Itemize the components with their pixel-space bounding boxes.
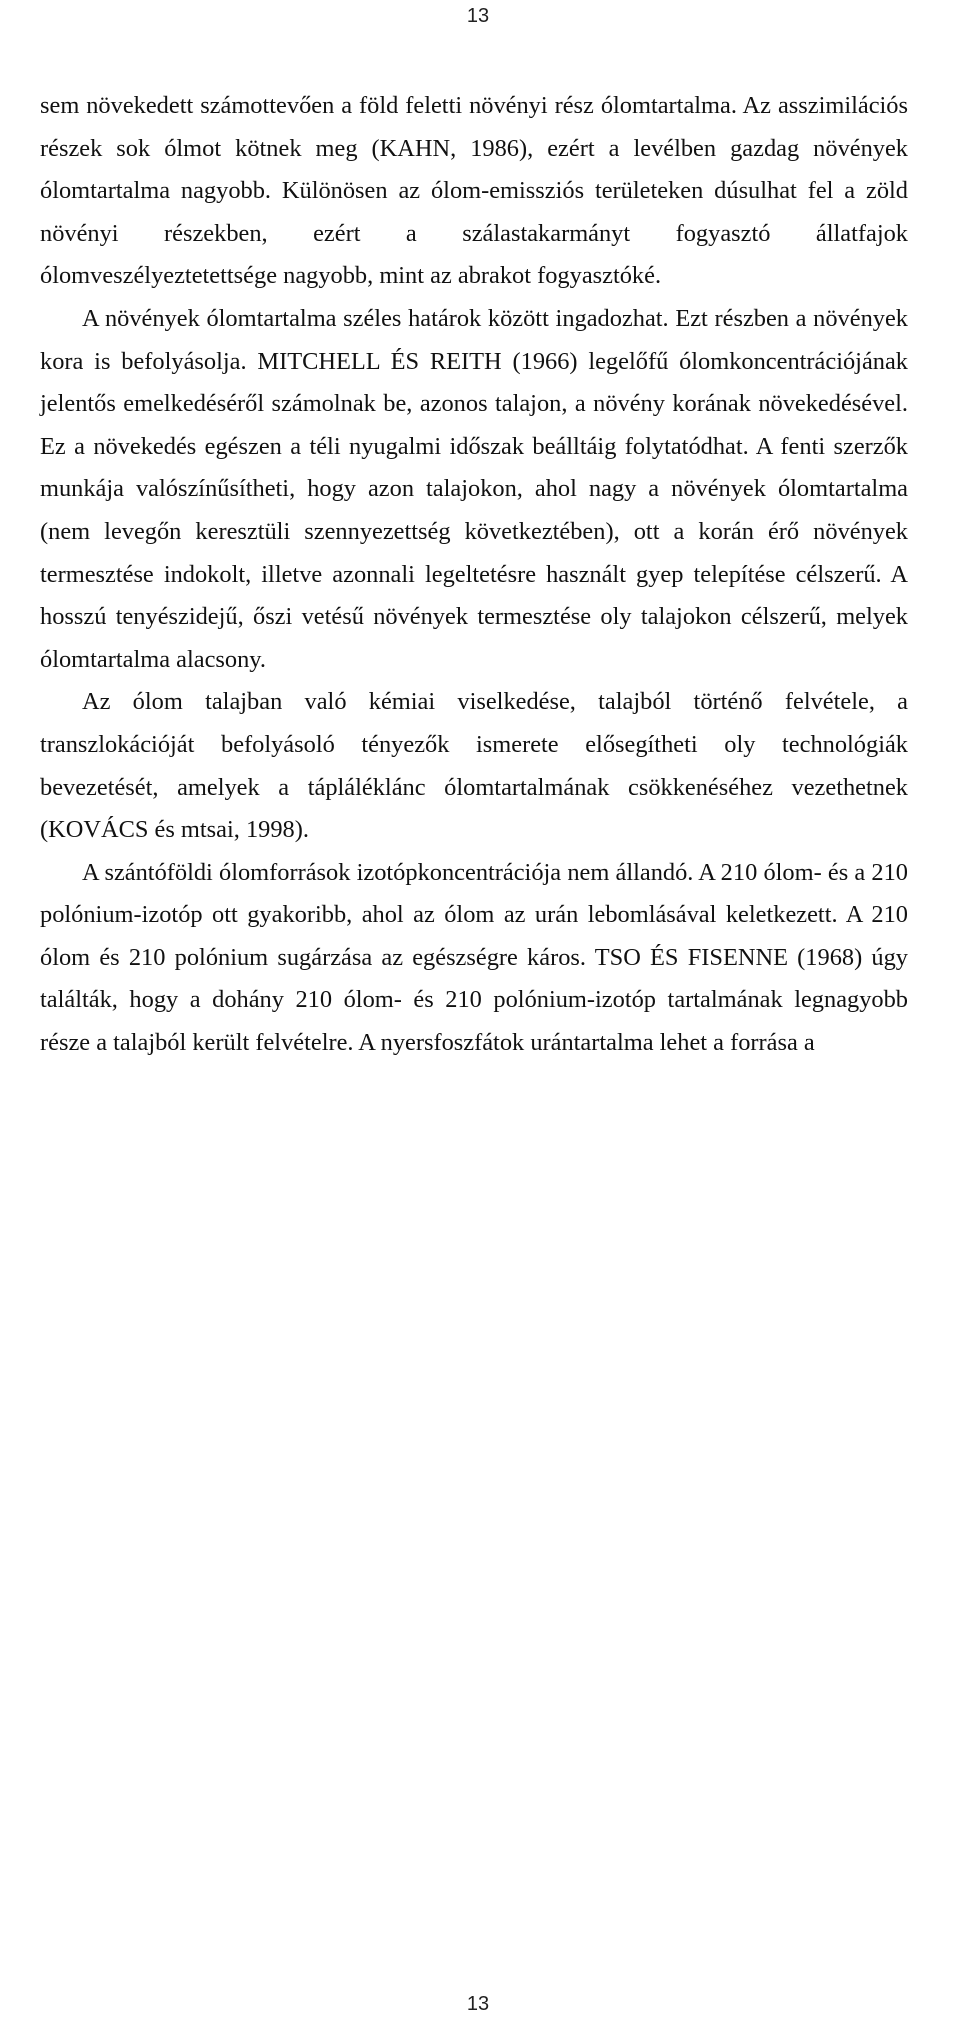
page-number-top: 13 xyxy=(466,5,490,27)
paragraph-1: sem növekedett számottevően a föld feletti növényi rész ólomtartalma. Az asszimilációs részek sok ólmot kötnek meg (KAHN, 1986), ezért a levélben gazdag növények ólomtartalma nagyobb. Különösen az ólom-emissziós területeken dúsulhat fel a zöld növényi részekben, ezért a szálastakarmányt fogyasztó állatfajok ólomveszélyeztetettsége nagyobb, mint az abrakot fogyasztóké. xyxy=(40,92,908,290)
paragraph-4: A szántóföldi ólomforrások izotópkoncentrációja nem állandó. A 210 ólom- és a 210 polónium-izotóp ott gyakoribb, ahol az ólom az urán lebomlásával keletkezett. A 210 ólom és 210 polónium sugárzása az egészségre káros. TSO ÉS FISENNE (1968) úgy találták, hogy a dohány 210 ólom- és 210 polónium-izotóp tartalmának legnagyobb része a talajból került felvételre. A nyersfoszfátok urántartalma lehet a forrása a xyxy=(40,858,908,1057)
page-number-bottom: 13 xyxy=(466,1993,490,2015)
paragraph-3: Az ólom talajban való kémiai viselkedése, talajból történő felvétele, a transzlokációját befolyásoló tényezők ismerete elősegítheti oly technológiák bevezetését, amelyek a tápláléklánc ólomtartalmának csökkenéséhez vezethetnek (KOVÁCS és mtsai, 1998). xyxy=(40,688,908,844)
paragraph-2: A növények ólomtartalma széles határok között ingadozhat. Ezt részben a növények kora is befolyásolja. MITCHELL ÉS REITH (1966) legelőfű ólomkoncentrációjának jelentős emelkedéséről számolnak be, azonos talajon, a növény korának növekedésével. Ez a növekedés egészen a téli nyugalmi időszak beálltáig folytatódhat. A fenti szerzők munkája valószínűsítheti, hogy azon talajokon, ahol nagy a növények ólomtartalma (nem levegőn keresztüli szennyezettség következtében), ott a korán érő növények termesztése indokolt, illetve azonnali legeltetésre használt gyep telepítése célszerű. A hosszú tenyészidejű, őszi vetésű növények termesztése oly talajokon célszerű, melyek ólomtartalma alacsony. xyxy=(40,304,908,673)
body-text xyxy=(40,85,908,1065)
